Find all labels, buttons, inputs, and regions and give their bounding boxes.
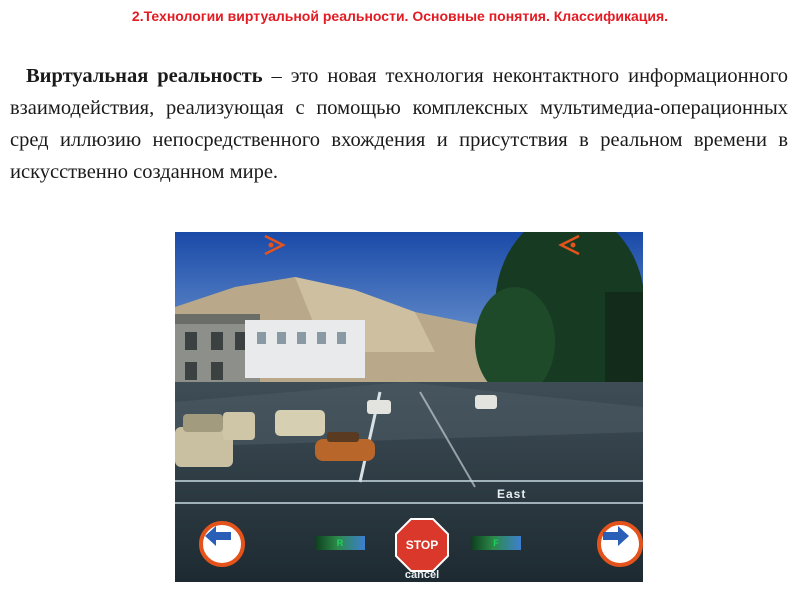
arrow-right-icon	[601, 525, 631, 547]
stop-label: STOP	[405, 538, 439, 552]
definition-text: – это новая технология неконтактного информационного взаимодействия, реализующая с помощью комплексных мультимедиа-операционных сред иллюзию непосредственного вхождения и присутствия в реальном времени в искусственно созданном мире.	[10, 65, 788, 183]
hud-horizon-line	[175, 502, 643, 504]
cancel-button[interactable]: cancel	[404, 569, 440, 581]
chevron-right-icon	[557, 232, 583, 258]
stop-button[interactable]	[395, 518, 449, 572]
forward-gauge	[471, 536, 521, 550]
definition-term: Виртуальная реальность	[26, 65, 263, 87]
hud-horizon-line	[175, 480, 643, 482]
forward-gauge-label: F	[493, 538, 499, 548]
arrow-left-icon	[203, 525, 233, 547]
turn-right-button[interactable]	[597, 521, 643, 567]
vr-street-photo	[175, 232, 643, 582]
compass-heading: East	[497, 487, 527, 501]
reverse-gauge-label: R	[336, 538, 344, 548]
reverse-gauge	[315, 536, 365, 550]
definition-paragraph	[10, 60, 788, 188]
chevron-left-icon	[261, 232, 287, 258]
slide-title: 2.Технологии виртуальной реальности. Основные понятия. Классификация.	[131, 8, 669, 24]
turn-left-button[interactable]	[199, 521, 245, 567]
